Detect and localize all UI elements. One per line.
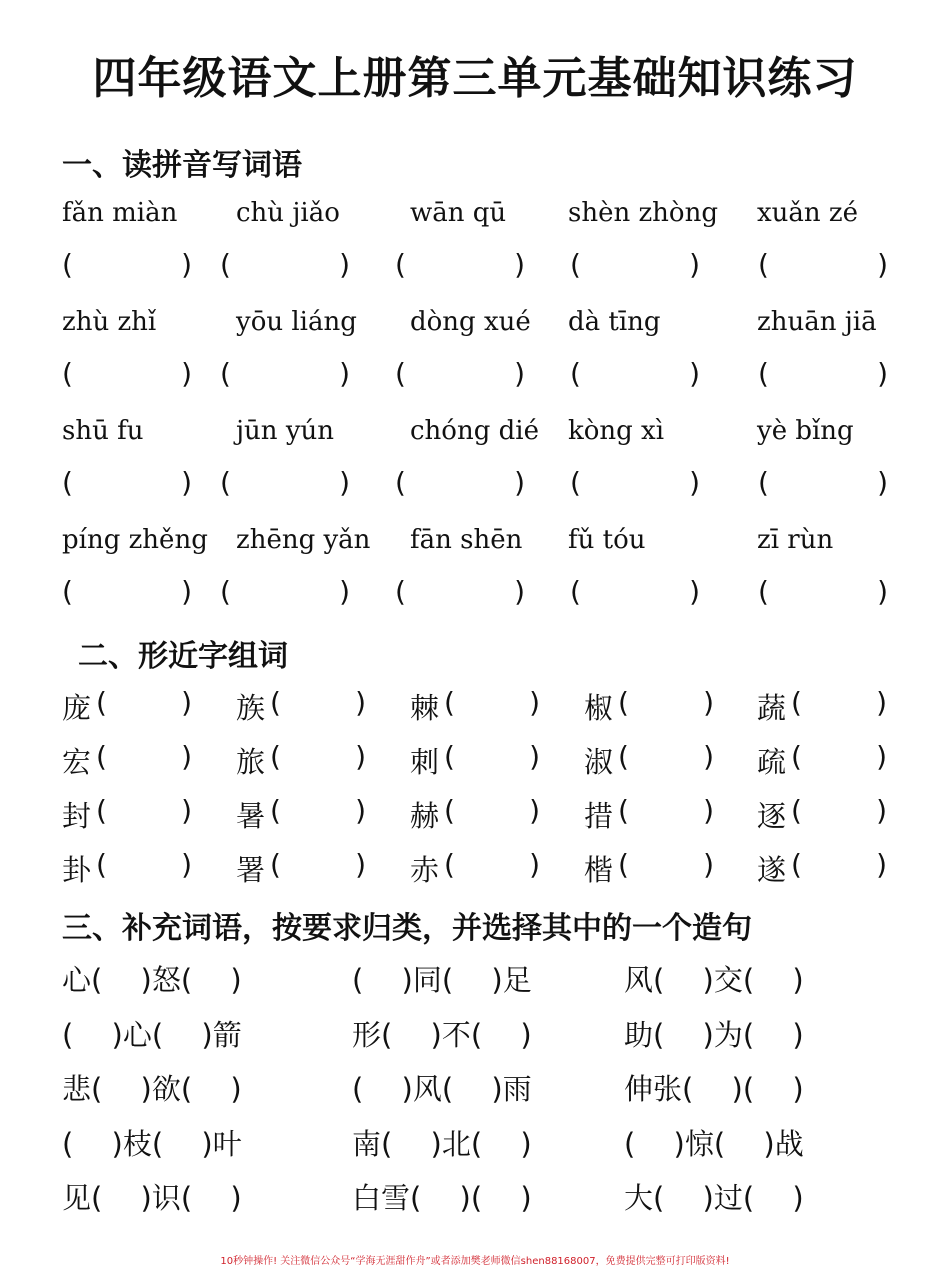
answer-blank (395, 575, 525, 609)
answer-blank (62, 357, 192, 391)
word-blank (270, 794, 366, 828)
open-paren: ( (444, 848, 455, 881)
word-blank (618, 794, 714, 828)
pinyin-word: kòng xì (568, 416, 665, 446)
close-paren: ) (339, 248, 350, 281)
close-paren: ) (181, 848, 192, 881)
idiom-fill-blank: ( )同( )足 (352, 963, 532, 997)
pinyin-word: shū fu (62, 416, 144, 446)
answer-blank (758, 248, 888, 282)
open-paren: ( (758, 466, 769, 499)
character: 淑 (584, 745, 614, 779)
idiom-fill-blank: 形( )不( ) (352, 1018, 532, 1052)
open-paren: ( (270, 686, 281, 719)
idiom-fill-blank: ( )枝( )叶 (62, 1127, 242, 1161)
word-blank (270, 740, 366, 774)
section2-heading: 二、形近字组词 (78, 639, 288, 674)
answer-blank (395, 357, 525, 391)
close-paren: ) (529, 794, 540, 827)
pinyin-word: dòng xué (410, 307, 531, 337)
answer-blank (570, 575, 700, 609)
character: 疏 (757, 745, 787, 779)
close-paren: ) (181, 248, 192, 281)
pinyin-word: zhēng yǎn (236, 525, 371, 555)
close-paren: ) (877, 575, 888, 608)
character: 蔬 (757, 691, 787, 725)
open-paren: ( (62, 357, 73, 390)
open-paren: ( (758, 357, 769, 390)
idiom-fill-blank: 风( )交( ) (624, 963, 804, 997)
close-paren: ) (514, 575, 525, 608)
pinyin-word: jūn yún (236, 416, 334, 446)
open-paren: ( (758, 248, 769, 281)
section1-heading: 一、读拼音写词语 (62, 148, 302, 183)
character: 遂 (757, 853, 787, 887)
close-paren: ) (355, 848, 366, 881)
idiom-fill-blank: 见( )识( ) (62, 1181, 242, 1215)
word-blank (270, 848, 366, 882)
idiom-fill-blank: ( )惊( )战 (624, 1127, 804, 1161)
word-blank (618, 848, 714, 882)
answer-blank (758, 466, 888, 500)
word-blank (618, 686, 714, 720)
open-paren: ( (570, 357, 581, 390)
close-paren: ) (514, 466, 525, 499)
close-paren: ) (181, 686, 192, 719)
close-paren: ) (703, 848, 714, 881)
close-paren: ) (529, 740, 540, 773)
word-blank (444, 848, 540, 882)
open-paren: ( (618, 848, 629, 881)
close-paren: ) (877, 248, 888, 281)
character: 暑 (236, 799, 266, 833)
pinyin-word: dà tīng (568, 307, 661, 337)
open-paren: ( (570, 466, 581, 499)
pinyin-word: yōu liáng (236, 307, 357, 337)
word-blank (96, 740, 192, 774)
word-blank (444, 686, 540, 720)
answer-blank (570, 248, 700, 282)
open-paren: ( (96, 794, 107, 827)
close-paren: ) (514, 357, 525, 390)
idiom-fill-blank: 伸张( )( ) (624, 1072, 804, 1106)
pinyin-word: píng zhěng (62, 525, 208, 555)
open-paren: ( (395, 466, 406, 499)
character: 棘 (410, 691, 440, 725)
character: 庞 (62, 691, 92, 725)
close-paren: ) (355, 794, 366, 827)
open-paren: ( (444, 794, 455, 827)
close-paren: ) (689, 466, 700, 499)
open-paren: ( (791, 794, 802, 827)
answer-blank (220, 248, 350, 282)
close-paren: ) (181, 466, 192, 499)
close-paren: ) (181, 740, 192, 773)
open-paren: ( (444, 686, 455, 719)
character: 楷 (584, 853, 614, 887)
open-paren: ( (758, 575, 769, 608)
character: 署 (236, 853, 266, 887)
pinyin-word: zhù zhǐ (62, 307, 157, 337)
pinyin-word: xuǎn zé (757, 198, 859, 228)
close-paren: ) (876, 794, 887, 827)
open-paren: ( (395, 575, 406, 608)
open-paren: ( (791, 848, 802, 881)
open-paren: ( (270, 848, 281, 881)
open-paren: ( (270, 794, 281, 827)
pinyin-word: zī rùn (757, 525, 834, 555)
open-paren: ( (62, 466, 73, 499)
close-paren: ) (355, 686, 366, 719)
word-blank (96, 848, 192, 882)
word-blank (791, 794, 887, 828)
open-paren: ( (220, 575, 231, 608)
word-blank (618, 740, 714, 774)
open-paren: ( (395, 357, 406, 390)
answer-blank (62, 575, 192, 609)
pinyin-word: wān qū (410, 198, 507, 228)
open-paren: ( (618, 740, 629, 773)
close-paren: ) (689, 575, 700, 608)
character: 封 (62, 799, 92, 833)
pinyin-word: chù jiǎo (236, 198, 340, 228)
close-paren: ) (876, 848, 887, 881)
answer-blank-row (62, 248, 892, 282)
idiom-fill-blank: 白雪( )( ) (352, 1181, 532, 1215)
answer-blank (220, 357, 350, 391)
answer-blank (220, 466, 350, 500)
pinyin-word: zhuān jiā (757, 307, 877, 337)
word-blank (791, 848, 887, 882)
character: 刺 (410, 745, 440, 779)
word-blank (96, 794, 192, 828)
open-paren: ( (618, 794, 629, 827)
character: 宏 (62, 745, 92, 779)
close-paren: ) (703, 686, 714, 719)
close-paren: ) (181, 794, 192, 827)
open-paren: ( (220, 357, 231, 390)
open-paren: ( (270, 740, 281, 773)
close-paren: ) (529, 848, 540, 881)
character: 族 (236, 691, 266, 725)
close-paren: ) (514, 248, 525, 281)
pinyin-word: shèn zhòng (568, 198, 718, 228)
idiom-fill-blank: 大( )过( ) (624, 1181, 804, 1215)
open-paren: ( (62, 575, 73, 608)
character: 旅 (236, 745, 266, 779)
answer-blank (395, 466, 525, 500)
character: 措 (584, 799, 614, 833)
character: 椒 (584, 691, 614, 725)
open-paren: ( (444, 740, 455, 773)
character: 逐 (757, 799, 787, 833)
pinyin-word: fǎn miàn (62, 198, 178, 228)
word-blank (444, 794, 540, 828)
word-blank (791, 686, 887, 720)
character: 赤 (410, 853, 440, 887)
open-paren: ( (791, 740, 802, 773)
close-paren: ) (339, 466, 350, 499)
answer-blank (758, 357, 888, 391)
idiom-fill-blank: 悲( )欲( ) (62, 1072, 242, 1106)
open-paren: ( (220, 466, 231, 499)
close-paren: ) (876, 740, 887, 773)
close-paren: ) (689, 357, 700, 390)
close-paren: ) (703, 740, 714, 773)
footer-note: 10秒钟操作! 关注微信公众号“学海无涯甜作舟”或者添加樊老师微信shen88168007，免费提供完整可打印版资料! (220, 1256, 730, 1267)
word-blank (444, 740, 540, 774)
answer-blank-row (62, 357, 892, 391)
worksheet-title: 四年级语文上册第三单元基础知识练习 (92, 53, 858, 104)
answer-blank (570, 466, 700, 500)
answer-blank (758, 575, 888, 609)
pinyin-word: fān shēn (410, 525, 523, 555)
close-paren: ) (877, 466, 888, 499)
close-paren: ) (876, 686, 887, 719)
open-paren: ( (220, 248, 231, 281)
word-blank (96, 686, 192, 720)
answer-blank (570, 357, 700, 391)
word-blank (270, 686, 366, 720)
idiom-fill-blank: 心( )怒( ) (62, 963, 242, 997)
open-paren: ( (395, 248, 406, 281)
close-paren: ) (529, 686, 540, 719)
open-paren: ( (62, 248, 73, 281)
open-paren: ( (570, 248, 581, 281)
close-paren: ) (703, 794, 714, 827)
open-paren: ( (96, 848, 107, 881)
close-paren: ) (877, 357, 888, 390)
open-paren: ( (96, 740, 107, 773)
close-paren: ) (689, 248, 700, 281)
answer-blank (62, 466, 192, 500)
answer-blank-row (62, 575, 892, 609)
idiom-fill-blank: 南( )北( ) (352, 1127, 532, 1161)
section3-heading: 三、补充词语，按要求归类，并选择其中的一个造句 (62, 911, 752, 946)
pinyin-word: yè bǐng (757, 416, 854, 446)
answer-blank (220, 575, 350, 609)
pinyin-word: fǔ tóu (568, 525, 646, 555)
close-paren: ) (181, 357, 192, 390)
answer-blank (395, 248, 525, 282)
open-paren: ( (791, 686, 802, 719)
answer-blank (62, 248, 192, 282)
open-paren: ( (618, 686, 629, 719)
character: 赫 (410, 799, 440, 833)
character: 卦 (62, 853, 92, 887)
idiom-fill-blank: ( )心( )箭 (62, 1018, 242, 1052)
open-paren: ( (96, 686, 107, 719)
idiom-fill-blank: ( )风( )雨 (352, 1072, 532, 1106)
open-paren: ( (570, 575, 581, 608)
close-paren: ) (339, 357, 350, 390)
close-paren: ) (181, 575, 192, 608)
word-blank (791, 740, 887, 774)
pinyin-word: chóng dié (410, 416, 539, 446)
idiom-fill-blank: 助( )为( ) (624, 1018, 804, 1052)
close-paren: ) (355, 740, 366, 773)
answer-blank-row (62, 466, 892, 500)
close-paren: ) (339, 575, 350, 608)
